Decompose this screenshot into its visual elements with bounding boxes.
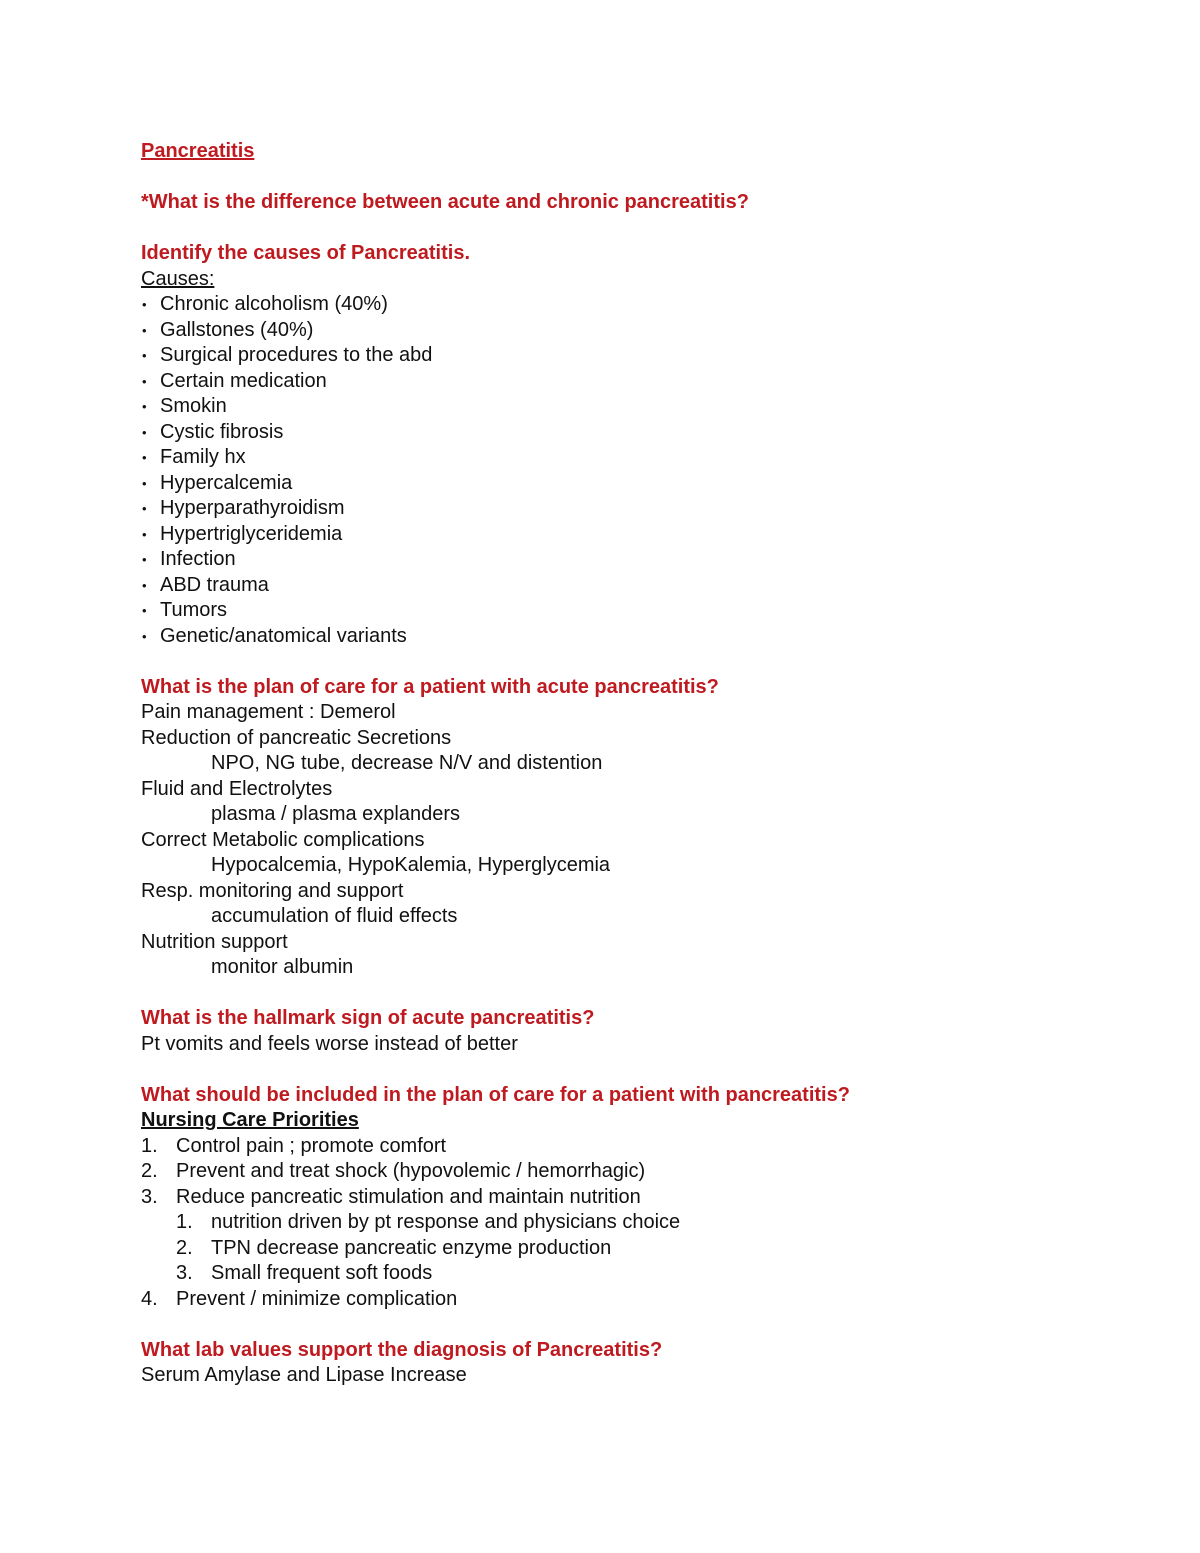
cause-item: • Hyperparathyroidism	[141, 496, 1101, 522]
priority-number: 1.	[141, 1134, 158, 1157]
causes-list	[141, 292, 1101, 649]
plan-detail-line: NPO, NG tube, decrease N/V and distention	[211, 752, 603, 774]
cause-item: • Smokin	[141, 394, 1101, 420]
cause-item: • Tumors	[141, 598, 1101, 624]
priority-sub-item	[141, 1210, 1101, 1236]
priority-sub-number: 2.	[176, 1236, 193, 1259]
cause-item: • Surgical procedures to the abd	[141, 343, 1101, 369]
plan-detail-line: monitor albumin	[211, 956, 354, 978]
priority-sub-list	[141, 1210, 1101, 1287]
labs-heading: What lab values support the diagnosis of Pancreatitis?	[141, 1338, 663, 1361]
plan-lines	[141, 700, 1101, 981]
cause-item: • Infection	[141, 547, 1101, 573]
causes-heading: Identify the causes of Pancreatitis.	[141, 242, 470, 264]
cause-item: • Hypertriglyceridemia	[141, 522, 1101, 548]
priority-number: 4.	[141, 1287, 158, 1310]
labs-answer: Serum Amylase and Lipase Increase	[141, 1364, 467, 1386]
causes-label: Causes:	[141, 267, 215, 290]
page-title: Pancreatitis	[141, 140, 255, 162]
priority-text: Prevent and treat shock (hypovolemic / hemorrhagic)	[176, 1160, 646, 1182]
nursing-priorities-list	[141, 1134, 1101, 1313]
cause-item: • Chronic alcoholism (40%)	[141, 292, 1101, 318]
plan-heading: What is the plan of care for a patient with acute pancreatitis?	[141, 675, 719, 698]
cause-item: • Gallstones (40%)	[141, 318, 1101, 344]
hallmark-heading: What is the hallmark sign of acute pancreatitis?	[141, 1007, 595, 1029]
plan-line: Nutrition support	[141, 930, 288, 953]
plan-line: Reduction of pancreatic Secretions	[141, 726, 452, 749]
priority-sub-number: 3.	[176, 1262, 193, 1284]
nursing-heading: What should be included in the plan of care for a patient with pancreatitis?	[141, 1083, 850, 1106]
priority-item	[141, 1159, 1101, 1185]
hallmark-answer: Pt vomits and feels worse instead of better	[141, 1032, 518, 1055]
cause-item: • Cystic fibrosis	[141, 420, 1101, 446]
cause-item: • Certain medication	[141, 369, 1101, 395]
plan-line: Fluid and Electrolytes	[141, 777, 333, 800]
nursing-subheading: Nursing Care Priorities	[141, 1109, 359, 1131]
cause-item: • Family hx	[141, 445, 1101, 471]
priority-sub-item	[141, 1261, 1101, 1287]
priority-sub-number: 1.	[176, 1211, 193, 1233]
cause-item: • ABD trauma	[141, 573, 1101, 599]
plan-line: Correct Metabolic complications	[141, 828, 425, 851]
priority-sub-text: nutrition driven by pt response and physicians choice	[211, 1211, 681, 1233]
priority-number: 2.	[141, 1160, 158, 1182]
priority-item	[141, 1185, 1101, 1287]
priority-item	[141, 1287, 1101, 1313]
cause-item: • Genetic/anatomical variants	[141, 624, 1101, 650]
cause-item: • Hypercalcemia	[141, 471, 1101, 497]
plan-detail-line: accumulation of fluid effects	[211, 905, 458, 927]
priority-number: 3.	[141, 1185, 158, 1208]
priority-item	[141, 1134, 1101, 1160]
priority-sub-text: TPN decrease pancreatic enzyme production	[211, 1236, 612, 1259]
plan-detail-line: plasma / plasma explanders	[211, 803, 461, 825]
plan-detail-line: Hypocalcemia, HypoKalemia, Hyperglycemia	[211, 854, 611, 876]
priority-sub-text: Small frequent soft foods	[211, 1262, 433, 1284]
priority-text: Reduce pancreatic stimulation and maintain nutrition	[176, 1185, 641, 1208]
document-page	[141, 139, 1101, 1389]
priority-text: Prevent / minimize complication	[176, 1287, 458, 1310]
question-acute-vs-chronic: *What is the difference between acute and chronic pancreatitis?	[141, 191, 749, 213]
priority-text: Control pain ; promote comfort	[176, 1134, 447, 1157]
priority-sub-item	[141, 1236, 1101, 1262]
plan-line: Resp. monitoring and support	[141, 879, 404, 902]
plan-line: Pain management : Demerol	[141, 701, 396, 723]
